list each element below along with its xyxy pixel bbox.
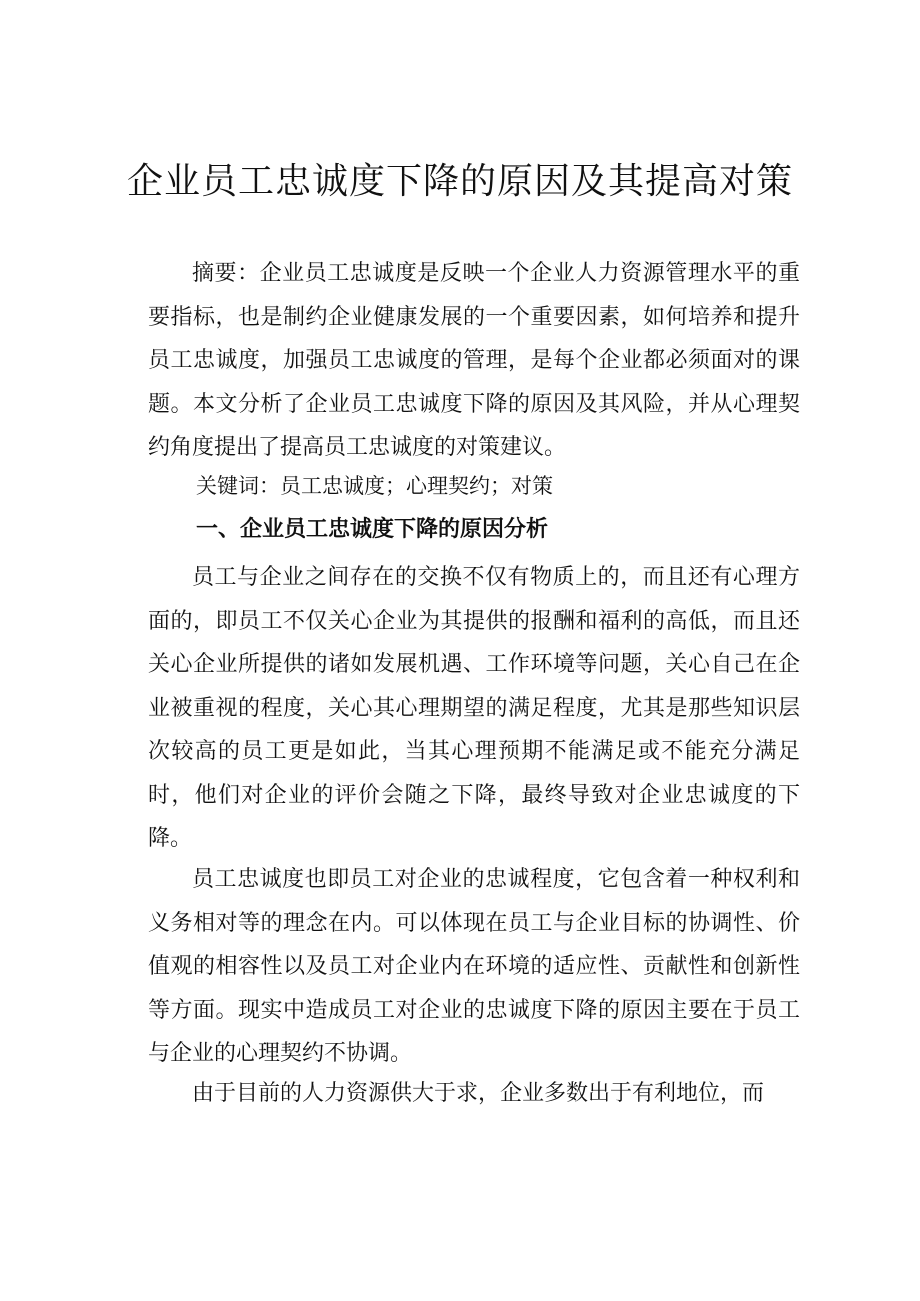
section-heading: 一、企业员工忠诚度下降的原因分析: [196, 517, 549, 542]
body-paragraph-1: 员工与企业之间存在的交换不仅有物质上的，而且还有心理方面的，即员工不仅关心企业为其提供的报酬和福利的高低，而且还关心企业所提供的诸如发展机遇、工作环境等问题，关心自己在企业被重视的程度，关心其心理期望的满足程度，尤其是那些知识层次较高的员工更是如此，当其心理预期不能满足或不能充分满足时，他们对企业的评价会随之下降，最终导致对企业忠诚度的下降。: [148, 565, 800, 851]
body-paragraph-2: 员工忠诚度也即员工对企业的忠诚程度，它包含着一种权利和义务相对等的理念在内。可以体现在员工与企业目标的协调性、价值观的相容性以及员工对企业内在环境的适应性、贡献性和创新性等方面。现实中造成员工对企业的忠诚度下降的原因主要在于员工与企业的心理契约不协调。: [148, 867, 800, 1066]
document-title: 企业员工忠诚度下降的原因及其提高对策: [126, 161, 793, 202]
body-paragraph-3: 由于目前的人力资源供大于求，企业多数出于有利地位，而: [192, 1081, 765, 1106]
abstract-paragraph: 摘要：企业员工忠诚度是反映一个企业人力资源管理水平的重要指标，也是制约企业健康发展的一个重要因素，如何培养和提升员工忠诚度，加强员工忠诚度的管理，是每个企业都必须面对的课题。本文分析了企业员工忠诚度下降的原因及其风险，并从心理契约角度提出了提高员工忠诚度的对策建议。: [148, 261, 800, 460]
keywords-line: 关键词：员工忠诚度；心理契约；对策: [196, 474, 553, 498]
